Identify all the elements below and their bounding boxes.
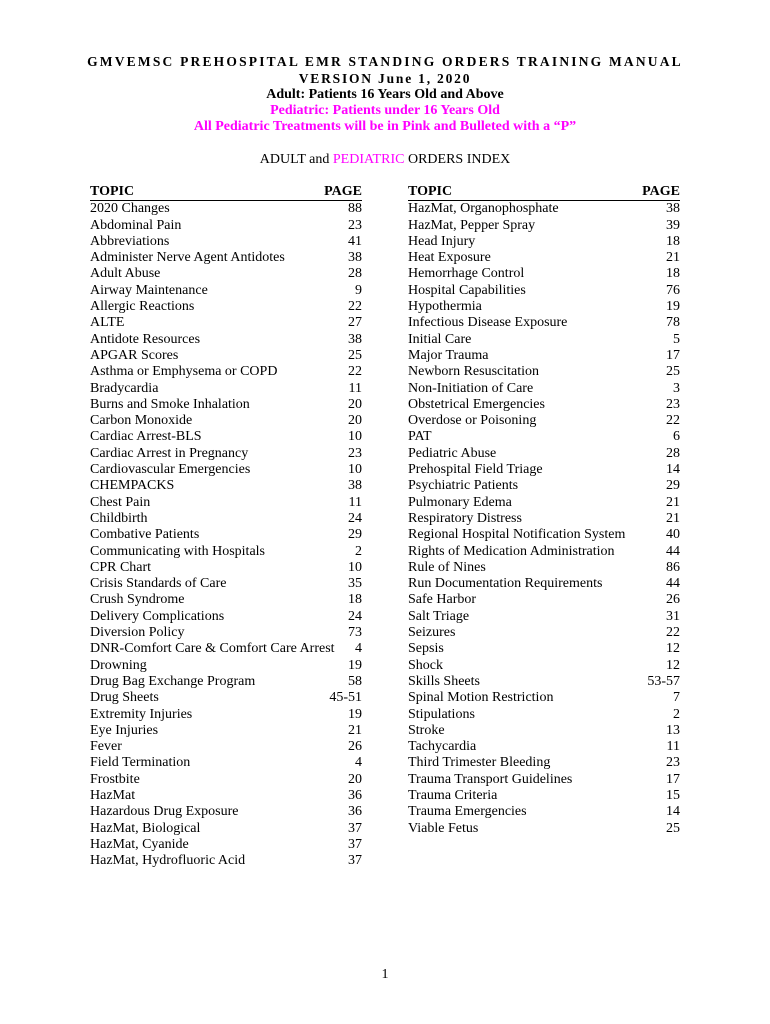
- entry-topic: Third Trimester Bleeding: [408, 755, 551, 771]
- entry-topic: Delivery Complications: [90, 608, 225, 624]
- entry-topic: CHEMPACKS: [90, 478, 175, 494]
- entry-page: 27: [348, 315, 362, 331]
- entry-topic: Initial Care: [408, 331, 472, 347]
- index-heading-adult: ADULT and: [259, 152, 333, 167]
- entry-topic: HazMat, Hydrofluoric Acid: [90, 853, 246, 869]
- entry-page: 22: [348, 299, 362, 315]
- index-entry: [408, 821, 680, 837]
- index-entry: [90, 250, 362, 266]
- page-header: PAGE: [642, 184, 680, 199]
- entry-topic: Newborn Resuscitation: [408, 364, 540, 380]
- entry-page: 2: [673, 706, 680, 722]
- index-entry: [90, 201, 362, 217]
- entry-page: 36: [348, 804, 362, 820]
- entry-page: 37: [348, 853, 362, 869]
- entry-page: 6: [673, 429, 680, 445]
- entry-topic: Extremity Injuries: [90, 706, 193, 722]
- index-entry: [408, 299, 680, 315]
- index-entry: [408, 690, 680, 706]
- entry-topic: Run Documentation Requirements: [408, 576, 603, 592]
- index-entry: [408, 218, 680, 234]
- entry-topic: Viable Fetus: [408, 820, 479, 836]
- index-entry: [90, 478, 362, 494]
- entry-page: 29: [348, 527, 362, 543]
- entry-topic: Sepsis: [408, 641, 444, 657]
- entry-topic: Hemorrhage Control: [408, 266, 525, 282]
- entry-topic: Frostbite: [90, 771, 140, 787]
- manual-version: VERSION June 1, 2020: [298, 71, 472, 86]
- entry-page: 20: [348, 396, 362, 412]
- entry-topic: Pediatric Abuse: [408, 445, 497, 461]
- entry-topic: HazMat, Biological: [90, 820, 201, 836]
- index-entry: [90, 234, 362, 250]
- entry-topic: Trauma Transport Guidelines: [408, 771, 573, 787]
- entry-topic: Obstetrical Emergencies: [408, 396, 545, 412]
- entry-topic: Regional Hospital Notification System: [408, 527, 626, 543]
- entry-page: 23: [666, 396, 680, 412]
- index-entry: [90, 837, 362, 853]
- entry-topic: Antidote Resources: [90, 331, 201, 347]
- entry-page: 44: [666, 576, 680, 592]
- index-entry: [90, 576, 362, 592]
- index-entry: [90, 544, 362, 560]
- entry-page: 21: [348, 722, 362, 738]
- entry-page: 86: [666, 559, 680, 575]
- entry-page: 22: [348, 364, 362, 380]
- entry-topic: Prehospital Field Triage: [408, 462, 543, 478]
- entry-topic: Crush Syndrome: [90, 592, 185, 608]
- entry-topic: Burns and Smoke Inhalation: [90, 396, 250, 412]
- index-entry: [408, 674, 680, 690]
- pediatric-note: All Pediatric Treatments will be in Pink and Bulleted with a “P”: [193, 119, 577, 134]
- entry-topic: HazMat, Cyanide: [90, 836, 189, 852]
- topic-header: TOPIC: [408, 184, 453, 199]
- entry-page: 78: [666, 315, 680, 331]
- index-entry: [408, 266, 680, 282]
- entry-topic: Cardiovascular Emergencies: [90, 462, 251, 478]
- entry-topic: Field Termination: [90, 755, 191, 771]
- entry-topic: Salt Triage: [408, 608, 470, 624]
- index-entry: [90, 658, 362, 674]
- entry-topic: Airway Maintenance: [90, 282, 208, 298]
- index-entry: [90, 381, 362, 397]
- entry-topic: Overdose or Poisoning: [408, 413, 537, 429]
- entry-page: 37: [348, 836, 362, 852]
- index-entry: [408, 576, 680, 592]
- topic-header: TOPIC: [90, 184, 135, 199]
- entry-topic: HazMat, Pepper Spray: [408, 217, 536, 233]
- entry-page: 9: [355, 282, 362, 298]
- entry-page: 26: [348, 739, 362, 755]
- index-entry: [408, 495, 680, 511]
- entry-topic: Carbon Monoxide: [90, 413, 193, 429]
- entry-page: 22: [666, 625, 680, 641]
- entry-topic: Respiratory Distress: [408, 510, 522, 526]
- entry-page: 28: [348, 266, 362, 282]
- entry-page: 22: [666, 413, 680, 429]
- index-column-left: [90, 184, 362, 869]
- entry-topic: Shock: [408, 657, 443, 673]
- entry-page: 53-57: [647, 673, 680, 689]
- index-entry: [408, 625, 680, 641]
- index-entry: [408, 381, 680, 397]
- index-entry: [408, 315, 680, 331]
- index-heading: [0, 152, 770, 168]
- entry-page: 5: [673, 331, 680, 347]
- entry-page: 39: [666, 217, 680, 233]
- index-entry: [90, 511, 362, 527]
- entry-page: 4: [355, 755, 362, 771]
- column-header: [408, 184, 680, 201]
- index-entry: [90, 299, 362, 315]
- entry-topic: Hypothermia: [408, 299, 482, 315]
- index-entry: [408, 739, 680, 755]
- entry-page: 28: [666, 445, 680, 461]
- index-entry: [408, 804, 680, 820]
- entry-topic: PAT: [408, 429, 432, 445]
- entry-page: 11: [348, 494, 362, 510]
- entry-page: 18: [666, 233, 680, 249]
- entry-page: 15: [666, 787, 680, 803]
- index-entry: [90, 625, 362, 641]
- index-entry: [90, 397, 362, 413]
- index-entry: [90, 739, 362, 755]
- index-entry: [408, 446, 680, 462]
- entry-page: 38: [666, 201, 680, 217]
- index-entry: [408, 658, 680, 674]
- index-entry: [408, 772, 680, 788]
- entry-topic: Stroke: [408, 722, 445, 738]
- entry-topic: Crisis Standards of Care: [90, 576, 227, 592]
- entry-page: 38: [348, 250, 362, 266]
- entry-topic: 2020 Changes: [90, 201, 170, 217]
- entry-page: 21: [666, 494, 680, 510]
- entry-page: 19: [666, 299, 680, 315]
- entry-topic: Trauma Criteria: [408, 787, 498, 803]
- entry-page: 76: [666, 282, 680, 298]
- entry-page: 3: [673, 380, 680, 396]
- index-entry: [90, 315, 362, 331]
- index-entry: [90, 690, 362, 706]
- index-entry: [408, 609, 680, 625]
- entry-topic: Infectious Disease Exposure: [408, 315, 568, 331]
- entry-page: 23: [666, 755, 680, 771]
- entry-page: 10: [348, 429, 362, 445]
- entry-topic: Drug Bag Exchange Program: [90, 673, 256, 689]
- entry-page: 37: [348, 820, 362, 836]
- entry-page: 21: [666, 510, 680, 526]
- entry-topic: Heat Exposure: [408, 250, 491, 266]
- entry-topic: HazMat, Organophosphate: [408, 201, 559, 217]
- index-entry: [90, 772, 362, 788]
- entry-page: 38: [348, 331, 362, 347]
- entry-page: 35: [348, 576, 362, 592]
- entry-page: 44: [666, 543, 680, 559]
- manual-title: GMVEMSC PREHOSPITAL EMR STANDING ORDERS TRAINING MANUAL: [87, 54, 683, 69]
- entry-topic: Non-Initiation of Care: [408, 380, 534, 396]
- index-entry: [90, 804, 362, 820]
- entry-page: 38: [348, 478, 362, 494]
- entry-topic: Rule of Nines: [408, 559, 486, 575]
- entry-topic: Hazardous Drug Exposure: [90, 804, 239, 820]
- index-entry: [408, 429, 680, 445]
- entry-topic: Pulmonary Edema: [408, 494, 512, 510]
- index-entry: [408, 397, 680, 413]
- entry-topic: Hospital Capabilities: [408, 282, 526, 298]
- index-entry: [90, 429, 362, 445]
- entry-page: 25: [348, 347, 362, 363]
- entry-topic: Communicating with Hospitals: [90, 543, 265, 559]
- entry-page: 36: [348, 787, 362, 803]
- index-entry: [90, 283, 362, 299]
- index-entry: [408, 332, 680, 348]
- entry-topic: Seizures: [408, 625, 456, 641]
- entry-topic: Cardiac Arrest in Pregnancy: [90, 445, 249, 461]
- entry-page: 14: [666, 804, 680, 820]
- entry-topic: Bradycardia: [90, 380, 159, 396]
- index-entry: [90, 446, 362, 462]
- entry-topic: Cardiac Arrest-BLS: [90, 429, 202, 445]
- entry-page: 7: [673, 690, 680, 706]
- page-header: PAGE: [324, 184, 362, 199]
- index-entry: [408, 201, 680, 217]
- entry-topic: Skills Sheets: [408, 673, 480, 689]
- index-entry: [90, 413, 362, 429]
- index-entry: [90, 266, 362, 282]
- index-entry: [90, 723, 362, 739]
- index-entry: [408, 250, 680, 266]
- entry-topic: Major Trauma: [408, 347, 489, 363]
- index-entry: [408, 723, 680, 739]
- index-heading-pediatric: PEDIATRIC: [332, 152, 405, 167]
- entry-topic: Fever: [90, 739, 122, 755]
- index-entry: [408, 788, 680, 804]
- index-entry: [90, 853, 362, 869]
- entry-page: 24: [348, 510, 362, 526]
- entry-topic: Allergic Reactions: [90, 299, 195, 315]
- entry-topic: Chest Pain: [90, 494, 151, 510]
- index-entry: [90, 364, 362, 380]
- entry-page: 23: [348, 217, 362, 233]
- entry-topic: Head Injury: [408, 233, 476, 249]
- entry-page: 29: [666, 478, 680, 494]
- entry-topic: APGAR Scores: [90, 347, 179, 363]
- entry-page: 11: [666, 739, 680, 755]
- entry-topic: Asthma or Emphysema or COPD: [90, 364, 278, 380]
- index-entry: [408, 478, 680, 494]
- index-entry: [408, 413, 680, 429]
- pediatric-definition: Pediatric: Patients under 16 Years Old: [270, 103, 500, 118]
- index-entry: [90, 755, 362, 771]
- index-entry: [90, 218, 362, 234]
- entry-page: 4: [355, 641, 362, 657]
- entry-topic: HazMat: [90, 787, 136, 803]
- index-entry: [408, 234, 680, 250]
- entry-page: 20: [348, 413, 362, 429]
- index-entry: [408, 364, 680, 380]
- index-entry: [90, 592, 362, 608]
- index-entry: [90, 332, 362, 348]
- entry-topic: Drowning: [90, 657, 147, 673]
- index-column-right: [408, 184, 680, 837]
- entry-topic: Trauma Emergencies: [408, 804, 527, 820]
- entry-topic: Abdominal Pain: [90, 217, 182, 233]
- entry-topic: Adult Abuse: [90, 266, 161, 282]
- entry-topic: Combative Patients: [90, 527, 200, 543]
- index-entry: [408, 560, 680, 576]
- entry-page: 10: [348, 462, 362, 478]
- adult-definition: Adult: Patients 16 Years Old and Above: [266, 87, 504, 102]
- column-header: [90, 184, 362, 201]
- entry-page: 45-51: [329, 690, 362, 706]
- entry-page: 25: [666, 820, 680, 836]
- entry-page: 73: [348, 625, 362, 641]
- entry-page: 23: [348, 445, 362, 461]
- index-entry: [90, 495, 362, 511]
- entry-page: 19: [348, 657, 362, 673]
- index-entry: [408, 592, 680, 608]
- index-entry: [90, 821, 362, 837]
- entry-topic: Stipulations: [408, 706, 475, 722]
- entry-topic: ALTE: [90, 315, 125, 331]
- entry-topic: Administer Nerve Agent Antidotes: [90, 250, 285, 266]
- index-entry: [90, 609, 362, 625]
- entry-topic: Rights of Medication Administration: [408, 543, 615, 559]
- index-entry: [90, 462, 362, 478]
- index-entry: [408, 641, 680, 657]
- entry-page: 11: [348, 380, 362, 396]
- entry-page: 17: [666, 347, 680, 363]
- index-entry: [90, 641, 362, 657]
- entry-page: 25: [666, 364, 680, 380]
- index-entry: [90, 560, 362, 576]
- index-entry: [90, 707, 362, 723]
- index-entry: [90, 674, 362, 690]
- entry-page: 12: [666, 641, 680, 657]
- entry-page: 10: [348, 559, 362, 575]
- entry-topic: Drug Sheets: [90, 690, 159, 706]
- entry-page: 58: [348, 673, 362, 689]
- entry-topic: Safe Harbor: [408, 592, 477, 608]
- entry-page: 21: [666, 250, 680, 266]
- entry-page: 41: [348, 233, 362, 249]
- entry-page: 26: [666, 592, 680, 608]
- entry-topic: Eye Injuries: [90, 722, 159, 738]
- entry-page: 18: [666, 266, 680, 282]
- entry-topic: Diversion Policy: [90, 625, 185, 641]
- index-entry: [90, 527, 362, 543]
- entry-page: 40: [666, 527, 680, 543]
- entry-page: 12: [666, 657, 680, 673]
- entry-page: 20: [348, 771, 362, 787]
- index-entry: [408, 283, 680, 299]
- entry-topic: Tachycardia: [408, 739, 477, 755]
- entry-topic: CPR Chart: [90, 559, 152, 575]
- index-entry: [408, 707, 680, 723]
- entry-topic: DNR-Comfort Care & Comfort Care Arrest: [90, 641, 335, 657]
- entry-page: 17: [666, 771, 680, 787]
- index-entry: [408, 755, 680, 771]
- index-entry: [408, 527, 680, 543]
- index-entry: [90, 788, 362, 804]
- entry-page: 24: [348, 608, 362, 624]
- index-entry: [408, 511, 680, 527]
- entry-topic: Psychiatric Patients: [408, 478, 519, 494]
- entry-topic: Childbirth: [90, 510, 148, 526]
- entry-page: 14: [666, 462, 680, 478]
- entry-page: 18: [348, 592, 362, 608]
- entry-page: 31: [666, 608, 680, 624]
- entry-page: 88: [348, 201, 362, 217]
- index-heading-rest: ORDERS INDEX: [404, 152, 511, 167]
- page-number: 1: [381, 967, 389, 982]
- entry-page: 19: [348, 706, 362, 722]
- entry-topic: Abbreviations: [90, 233, 170, 249]
- index-entry: [408, 544, 680, 560]
- index-entry: [90, 348, 362, 364]
- entry-topic: Spinal Motion Restriction: [408, 690, 554, 706]
- entry-page: 2: [355, 543, 362, 559]
- index-entry: [408, 462, 680, 478]
- index-entry: [408, 348, 680, 364]
- entry-page: 13: [666, 722, 680, 738]
